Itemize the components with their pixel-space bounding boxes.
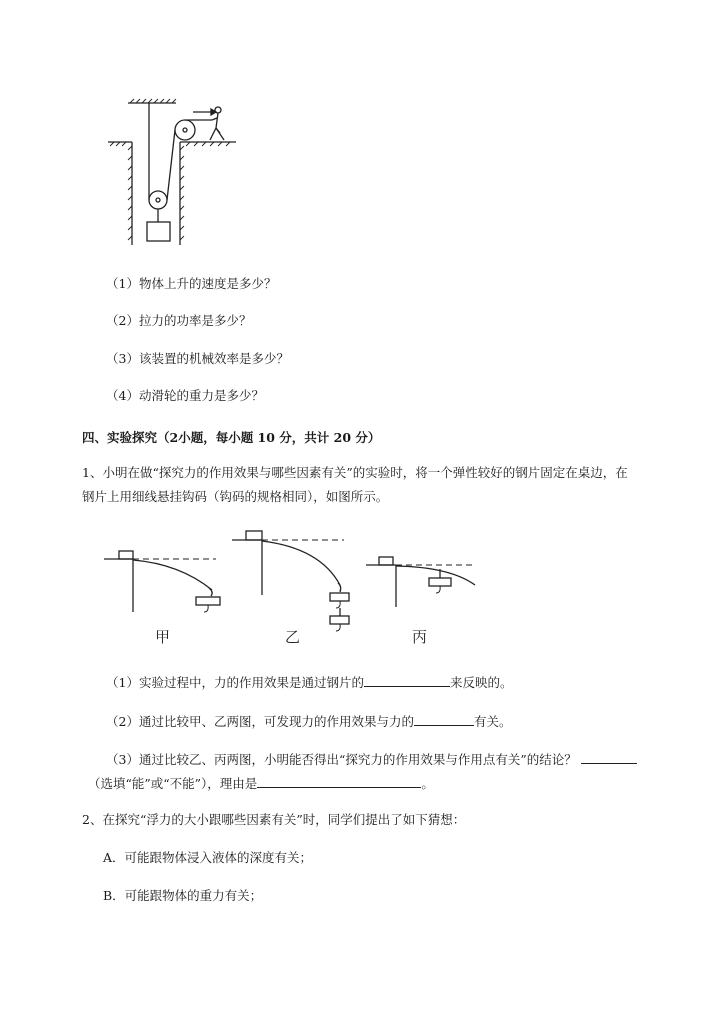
q3-text-line1: （3）通过比较乙、丙两图，小明能否得出“探究力的作用效果与作用点有关”的结论？ (106, 752, 577, 767)
problem1-q3-line1 (106, 750, 637, 769)
q3-text-before: （选填“能”或“不能”），理由是 (88, 776, 258, 791)
figure-label-yi: 乙 (285, 628, 301, 646)
question-efficiency: （3）该装置的机械效率是多少？ (106, 351, 289, 366)
problem2-option-a: A．可能跟物体浸入液体的深度有关； (103, 850, 313, 865)
steel-strip-figure (0, 520, 720, 650)
q3-reason-blank[interactable] (257, 774, 421, 788)
q2-text-before: （2）通过比较甲、乙两图，可发现力的作用效果与力的 (106, 714, 414, 729)
problem2-option-b: B．可能跟物体的重力有关； (103, 888, 263, 903)
question-velocity: （1）物体上升的速度是多少？ (106, 276, 277, 291)
q3-choice-blank[interactable] (581, 750, 637, 764)
q3-text-after: 。 (421, 776, 434, 791)
question-power: （2）拉力的功率是多少？ (106, 313, 252, 328)
q1-text-after: 来反映的。 (449, 675, 513, 690)
q2-text-after: 有关。 (473, 714, 512, 729)
problem1-q3-line2 (88, 774, 434, 793)
pulley-figure (0, 0, 720, 260)
q1-answer-blank[interactable] (364, 673, 450, 687)
problem1-q1 (106, 673, 512, 692)
problem1-q2 (106, 712, 511, 731)
problem1-stem-line2: 钢片上用细线悬挂钩码（钩码的规格相同），如图所示。 (82, 489, 389, 504)
problem2-stem: 2、在探究“浮力的大小跟哪些因素有关”时，同学们提出了如下猜想： (82, 812, 466, 827)
problem1-stem-line1: 1、小明在做“探究力的作用效果与哪些因素有关”的实验时，将一个弹性较好的钢片固定在桌边，在 (82, 465, 628, 480)
figure-label-bing: 丙 (412, 628, 428, 646)
figure-label-jia: 甲 (155, 628, 171, 646)
question-pulley-weight: （4）动滑轮的重力是多少？ (106, 388, 264, 403)
section-heading: 四、实验探究（2小题，每小题 10 分，共计 20 分） (82, 430, 381, 445)
q2-answer-blank[interactable] (414, 712, 474, 726)
q1-text-before: （1）实验过程中，力的作用效果是通过钢片的 (106, 675, 364, 690)
